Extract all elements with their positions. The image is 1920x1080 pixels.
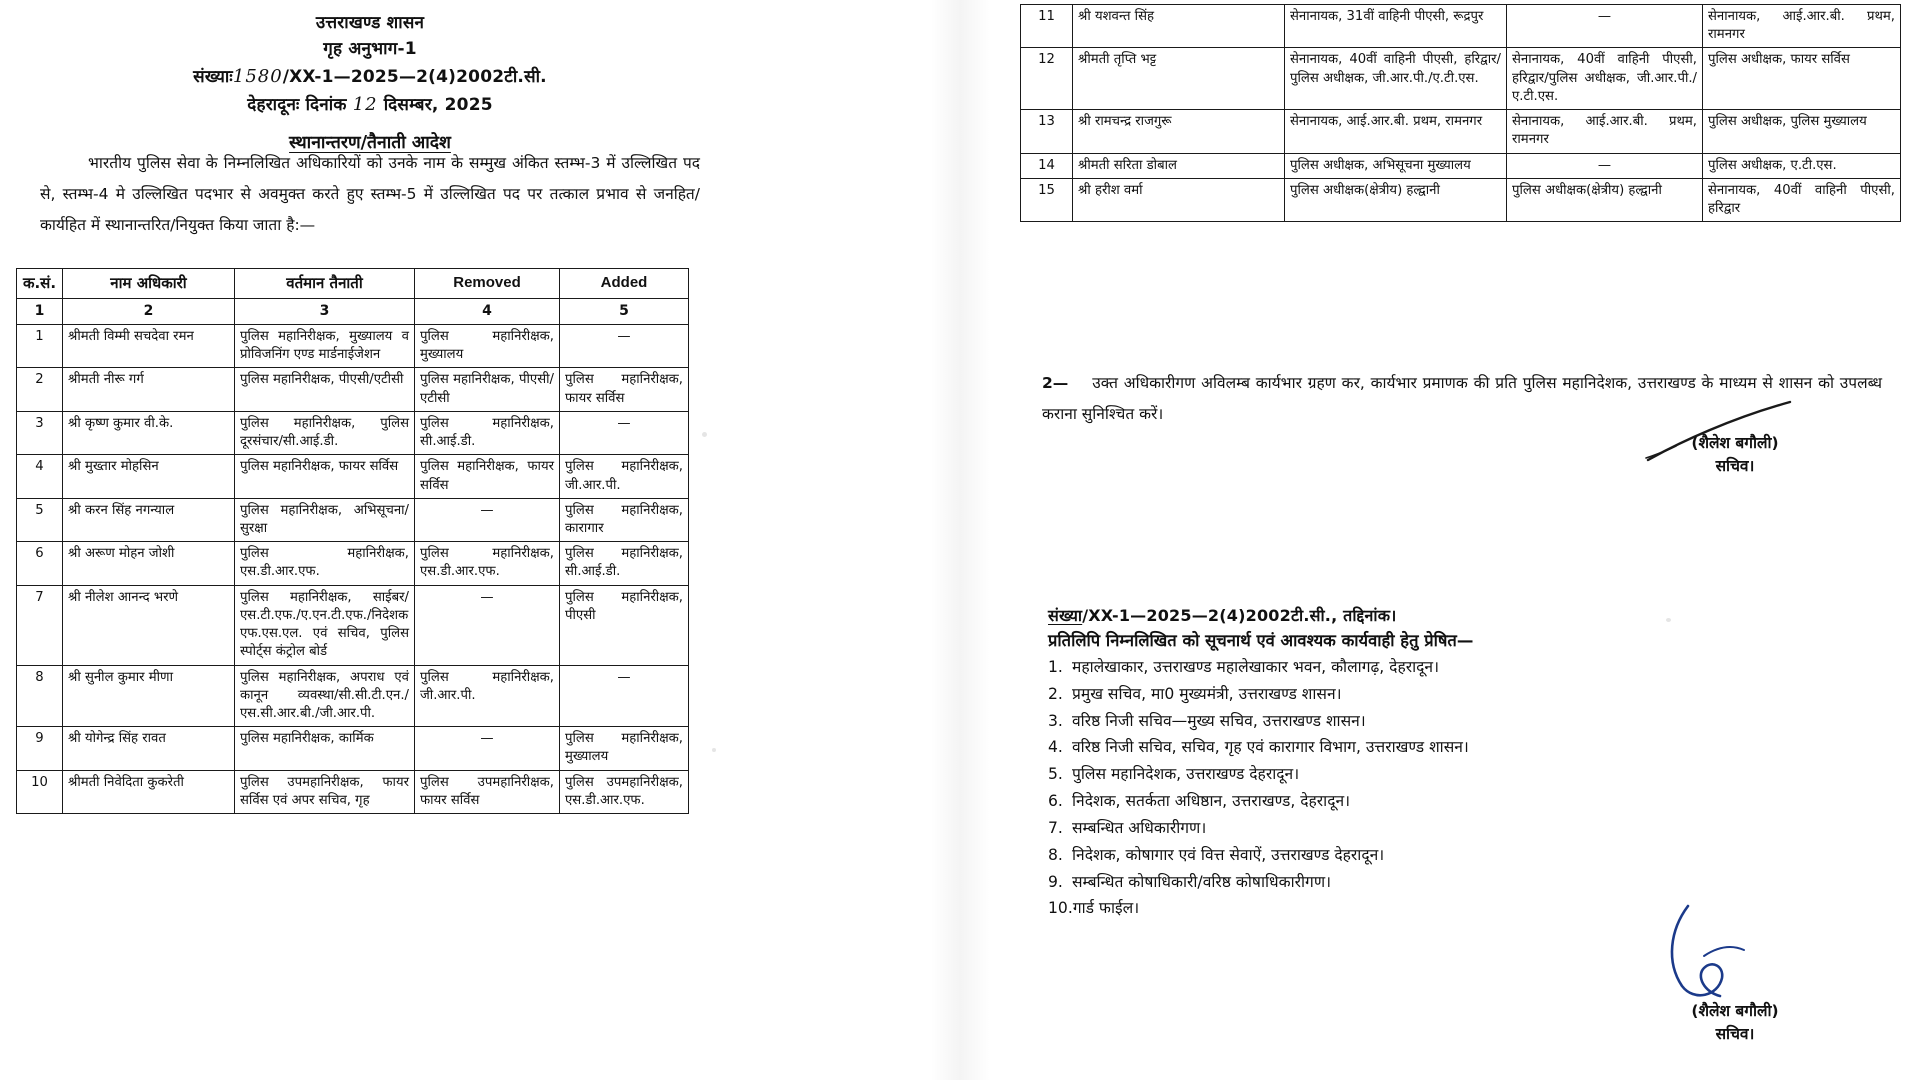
scan-speckle: [702, 432, 707, 437]
copy-order-number-rest: /XX-1—2025—2(4)2002टी.सी., तद्दिनांक।: [1082, 606, 1397, 625]
order-number-handwritten: 1580: [232, 65, 283, 87]
header-removed: Removed: [415, 269, 560, 299]
cell-current: पुलिस महानिरीक्षक, अपराध एवं कानून व्यवस्था/सी.सी.टी.एन./एस.सी.आर.बी./जी.आर.पी.: [235, 665, 415, 727]
cell-added: पुलिस महानिरीक्षक, कारागार: [560, 498, 689, 541]
cell-sno: 3: [17, 411, 63, 454]
colnum-2: 2: [63, 298, 235, 324]
list-item: [1048, 761, 1898, 788]
list-item-number: 1.: [1048, 658, 1063, 676]
cell-removed: —: [1507, 153, 1703, 178]
cell-name: श्रीमती निवेदिता कुकरेती: [63, 770, 235, 813]
list-item-number: 7.: [1048, 818, 1063, 837]
cell-name: श्रीमती विम्मी सचदेवा रमन: [63, 325, 235, 368]
signatory-designation-bottom: सचिव।: [1715, 1025, 1755, 1044]
list-item-text: निदेशक, सतर्कता अधिष्ठान, उत्तराखण्ड, देहरादून।: [1072, 792, 1351, 811]
order-number-label: संख्याः: [193, 66, 233, 87]
list-item-number: 4.: [1048, 738, 1063, 757]
cell-name: श्री सुनील कुमार मीणा: [63, 665, 235, 727]
cell-current: सेनानायक, 40वीं वाहिनी पीएसी, हरिद्वार/पुलिस अधीक्षक, जी.आर.पी./ए.टी.एस.: [1285, 48, 1507, 110]
officer-transfer-table-part1: [16, 268, 689, 814]
date-handwritten: 12: [352, 93, 378, 115]
header-government-name: उत्तराखण्ड शासन: [315, 13, 425, 33]
intro-paragraph: [40, 148, 700, 241]
list-item-text: प्रमुख सचिव, मा0 मुख्यमंत्री, उत्तराखण्ड शासन।: [1072, 684, 1342, 703]
colnum-4: 4: [415, 298, 560, 324]
colnum-5: 5: [560, 298, 689, 324]
clause-2-text: उक्त अधिकारीगण अविलम्ब कार्यभार ग्रहण कर, कार्यभार प्रमाणक की प्रति पुलिस महानिदेशक, उत्तराखण्ड के माध्यम से शासन को उपलब्ध कराना सुनिश्चित करें।: [1042, 374, 1882, 423]
cell-sno: 12: [1021, 48, 1073, 110]
cell-removed: —: [415, 727, 560, 770]
cell-current: सेनानायक, आई.आर.बी. प्रथम, रामनगर: [1285, 110, 1507, 153]
cell-sno: 10: [17, 770, 63, 813]
cell-removed: पुलिस महानिरीक्षक, मुख्यालय: [415, 325, 560, 368]
cell-removed: —: [415, 585, 560, 665]
header-department: गृह अनुभाग-1: [323, 39, 417, 60]
cell-sno: 1: [17, 325, 63, 368]
copy-distribution-heading: प्रतिलिपि निम्नलिखित को सूचनार्थ एवं आवश्यक कार्यवाही हेतु प्रेषित—: [1048, 631, 1474, 650]
intro-text: भारतीय पुलिस सेवा के निम्नलिखित अधिकारियों को उनके नाम के सम्मुख अंकित स्तम्भ-3 में उल्लिखित पद से, स्तम्भ-4 मे उल्लिखित पदभार से अवमुक्त करते हुए स्तम्भ-5 में उल्लिखित पद पर तत्काल प्रभाव से जनहित/कार्यहित में स्थानान्तरित/नियुक्त किया जाता है:—: [40, 154, 700, 234]
cell-current: पुलिस महानिरीक्षक, अभिसूचना/सुरक्षा: [235, 498, 415, 541]
cell-current: सेनानायक, 31वीं वाहिनी पीएसी, रूद्रपुर: [1285, 5, 1507, 48]
document-title: स्थानान्तरण/तैनाती आदेश: [289, 133, 451, 154]
cell-name: श्रीमती तृप्ति भट्ट: [1073, 48, 1285, 110]
copy-order-number: [1048, 604, 1898, 626]
table-row: [1021, 48, 1901, 110]
cell-added: सेनानायक, 40वीं वाहिनी पीएसी, हरिद्वार: [1703, 178, 1901, 221]
cell-name: श्रीमती सरिता डोबाल: [1073, 153, 1285, 178]
cell-name: श्री अरूण मोहन जोशी: [63, 542, 235, 585]
cell-current: पुलिस महानिरीक्षक, कार्मिक: [235, 727, 415, 770]
document-header: [40, 10, 700, 154]
cell-current: पुलिस महानिरीक्षक, पीएसी/एटीसी: [235, 368, 415, 411]
cell-current: पुलिस महानिरीक्षक, पुलिस दूरसंचार/सी.आई.डी.: [235, 411, 415, 454]
cell-current: पुलिस महानिरीक्षक, एस.डी.आर.एफ.: [235, 542, 415, 585]
table-row: [1021, 5, 1901, 48]
cell-name: श्री हरीश वर्मा: [1073, 178, 1285, 221]
list-item: [1048, 815, 1898, 842]
list-item: [1048, 681, 1898, 708]
cell-sno: 11: [1021, 5, 1073, 48]
table-row: [17, 770, 689, 813]
table-row: [17, 665, 689, 727]
cell-added: पुलिस उपमहानिरीक्षक, एस.डी.आर.एफ.: [560, 770, 689, 813]
cell-added: पुलिस महानिरीक्षक, जी.आर.पी.: [560, 455, 689, 498]
list-item: [1048, 895, 1898, 922]
colnum-3: 3: [235, 298, 415, 324]
list-item-number: 5.: [1048, 765, 1063, 784]
cell-added: —: [560, 325, 689, 368]
cell-current: पुलिस अधीक्षक, अभिसूचना मुख्यालय: [1285, 153, 1507, 178]
cell-removed: पुलिस महानिरीक्षक, जी.आर.पी.: [415, 665, 560, 727]
cell-added: पुलिस महानिरीक्षक, फायर सर्विस: [560, 368, 689, 411]
list-item: [1048, 869, 1898, 896]
copy-order-number-label: संख्या: [1048, 606, 1083, 625]
header-officer-name: नाम अधिकारी: [63, 269, 235, 299]
cell-sno: 4: [17, 455, 63, 498]
list-item: [1048, 734, 1898, 761]
list-item-number: 6.: [1048, 792, 1063, 811]
table-row: [17, 585, 689, 665]
cell-sno: 13: [1021, 110, 1073, 153]
header-place-date: [40, 91, 700, 119]
cell-sno: 7: [17, 585, 63, 665]
cell-added: पुलिस महानिरीक्षक, सी.आई.डी.: [560, 542, 689, 585]
cell-removed: —: [415, 498, 560, 541]
scan-speckle: [1666, 618, 1671, 622]
header-current-posting: वर्तमान तैनाती: [235, 269, 415, 299]
list-item-number: 3.: [1048, 711, 1063, 730]
cell-removed: पुलिस अधीक्षक(क्षेत्रीय) हल्द्वानी: [1507, 178, 1703, 221]
list-item-text: महालेखाकार, उत्तराखण्ड महालेखाकार भवन, कौलागढ़, देहरादून।: [1072, 658, 1439, 676]
cell-removed: सेनानायक, 40वीं वाहिनी पीएसी, हरिद्वार/पुलिस अधीक्षक, जी.आर.पी./ए.टी.एस.: [1507, 48, 1703, 110]
header-sno: क.सं.: [17, 269, 63, 299]
cell-removed: पुलिस महानिरीक्षक, पीएसी/एटीसी: [415, 368, 560, 411]
cell-added: सेनानायक, आई.आर.बी. प्रथम, रामनगर: [1703, 5, 1901, 48]
cell-removed: —: [1507, 5, 1703, 48]
table-row: [17, 325, 689, 368]
cell-name: श्री नीलेश आनन्द भरणे: [63, 585, 235, 665]
cell-sno: 2: [17, 368, 63, 411]
signature-block-top: [1620, 432, 1850, 479]
cell-removed: पुलिस महानिरीक्षक, एस.डी.आर.एफ.: [415, 542, 560, 585]
order-number-rest: /XX-1—2025—2(4)2002टी.सी.: [282, 66, 547, 87]
list-item: [1048, 788, 1898, 815]
cell-current: पुलिस महानिरीक्षक, मुख्यालय व प्रोविजनिंग एण्ड मार्डनाईजेशन: [235, 325, 415, 368]
table-row: [17, 455, 689, 498]
clause-2-number: 2—: [1042, 374, 1069, 392]
table-row: [17, 368, 689, 411]
cell-sno: 8: [17, 665, 63, 727]
cell-added: पुलिस अधीक्षक, पुलिस मुख्यालय: [1703, 110, 1901, 153]
cell-added: —: [560, 411, 689, 454]
cell-sno: 14: [1021, 153, 1073, 178]
list-item-text: सम्बन्धित अधिकारीगण।: [1072, 818, 1207, 837]
list-item-text: वरिष्ठ निजी सचिव, सचिव, गृह एवं कारागार विभाग, उत्तराखण्ड शासन।: [1072, 738, 1469, 757]
place-date-label: देहरादूनः दिनांक: [247, 94, 347, 115]
signatory-name-bottom: (शैलेश बगौली): [1691, 1002, 1779, 1020]
cell-current: पुलिस महानिरीक्षक, साईबर/एस.टी.एफ./ए.एन.टी.एफ./निदेशक एफ.एस.एल. एवं सचिव, पुलिस स्पोर्ट्स कंट्रोल बोर्ड: [235, 585, 415, 665]
cell-added: पुलिस अधीक्षक, ए.टी.एस.: [1703, 153, 1901, 178]
cell-current: पुलिस महानिरीक्षक, फायर सर्विस: [235, 455, 415, 498]
copy-distribution-block: [1048, 604, 1898, 922]
table-row: [1021, 110, 1901, 153]
signature-block-bottom: [1620, 1000, 1850, 1047]
list-item-number: 2.: [1048, 684, 1063, 703]
table-row: [1021, 178, 1901, 221]
cell-sno: 6: [17, 542, 63, 585]
cell-name: श्री कृष्ण कुमार वी.के.: [63, 411, 235, 454]
list-item-number: 9.: [1048, 872, 1063, 891]
list-item: [1048, 654, 1898, 681]
list-item: [1048, 842, 1898, 869]
cell-name: श्री मुख्तार मोहसिन: [63, 455, 235, 498]
list-item-text: वरिष्ठ निजी सचिव—मुख्य सचिव, उत्तराखण्ड शासन।: [1072, 711, 1366, 730]
header-order-number: [40, 63, 700, 91]
list-item-text: गार्ड फाईल।: [1072, 899, 1140, 918]
cell-removed: सेनानायक, आई.आर.बी. प्रथम, रामनगर: [1507, 110, 1703, 153]
list-item-text: पुलिस महानिदेशक, उत्तराखण्ड देहरादून।: [1072, 765, 1300, 784]
cell-sno: 9: [17, 727, 63, 770]
cell-added: पुलिस अधीक्षक, फायर सर्विस: [1703, 48, 1901, 110]
list-item-number: 10.: [1048, 899, 1073, 918]
clause-2: [1042, 368, 1882, 430]
signatory-name-top: (शैलेश बगौली): [1691, 434, 1779, 452]
cell-sno: 5: [17, 498, 63, 541]
cell-sno: 15: [1021, 178, 1073, 221]
table-row: [17, 542, 689, 585]
cell-name: श्रीमती नीरू गर्ग: [63, 368, 235, 411]
officer-transfer-table-part2: [1020, 4, 1901, 222]
table-column-number-row: [17, 298, 689, 324]
signatory-designation-top: सचिव।: [1715, 457, 1755, 476]
colnum-1: 1: [17, 298, 63, 324]
cell-added: पुलिस महानिरीक्षक, मुख्यालय: [560, 727, 689, 770]
header-added: Added: [560, 269, 689, 299]
cell-removed: पुलिस महानिरीक्षक, फायर सर्विस: [415, 455, 560, 498]
cell-added: पुलिस महानिरीक्षक, पीएसी: [560, 585, 689, 665]
table-row: [17, 727, 689, 770]
list-item: [1048, 708, 1898, 735]
copy-distribution-list: [1048, 654, 1898, 922]
scan-speckle: [712, 748, 716, 752]
list-item-text: निदेशक, कोषागार एवं वित्त सेवाऐं, उत्तराखण्ड देहरादून।: [1072, 845, 1385, 864]
cell-current: पुलिस उपमहानिरीक्षक, फायर सर्विस एवं अपर सचिव, गृह: [235, 770, 415, 813]
list-item-text: सम्बन्धित कोषाधिकारी/वरिष्ठ कोषाधिकारीगण।: [1072, 872, 1332, 891]
cell-name: श्री करन सिंह नगन्याल: [63, 498, 235, 541]
cell-added: —: [560, 665, 689, 727]
table-row: [1021, 153, 1901, 178]
cell-name: श्री रामचन्द्र राजगुरू: [1073, 110, 1285, 153]
date-rest: दिसम्बर, 2025: [383, 94, 493, 115]
list-item-number: 8.: [1048, 845, 1063, 864]
cell-removed: पुलिस उपमहानिरीक्षक, फायर सर्विस: [415, 770, 560, 813]
table-row: [17, 411, 689, 454]
table-row: [17, 498, 689, 541]
cell-current: पुलिस अधीक्षक(क्षेत्रीय) हल्द्वानी: [1285, 178, 1507, 221]
cell-name: श्री यशवन्त सिंह: [1073, 5, 1285, 48]
cell-removed: पुलिस महानिरीक्षक, सी.आई.डी.: [415, 411, 560, 454]
cell-name: श्री योगेन्द्र सिंह रावत: [63, 727, 235, 770]
table-header-row: [17, 269, 689, 299]
